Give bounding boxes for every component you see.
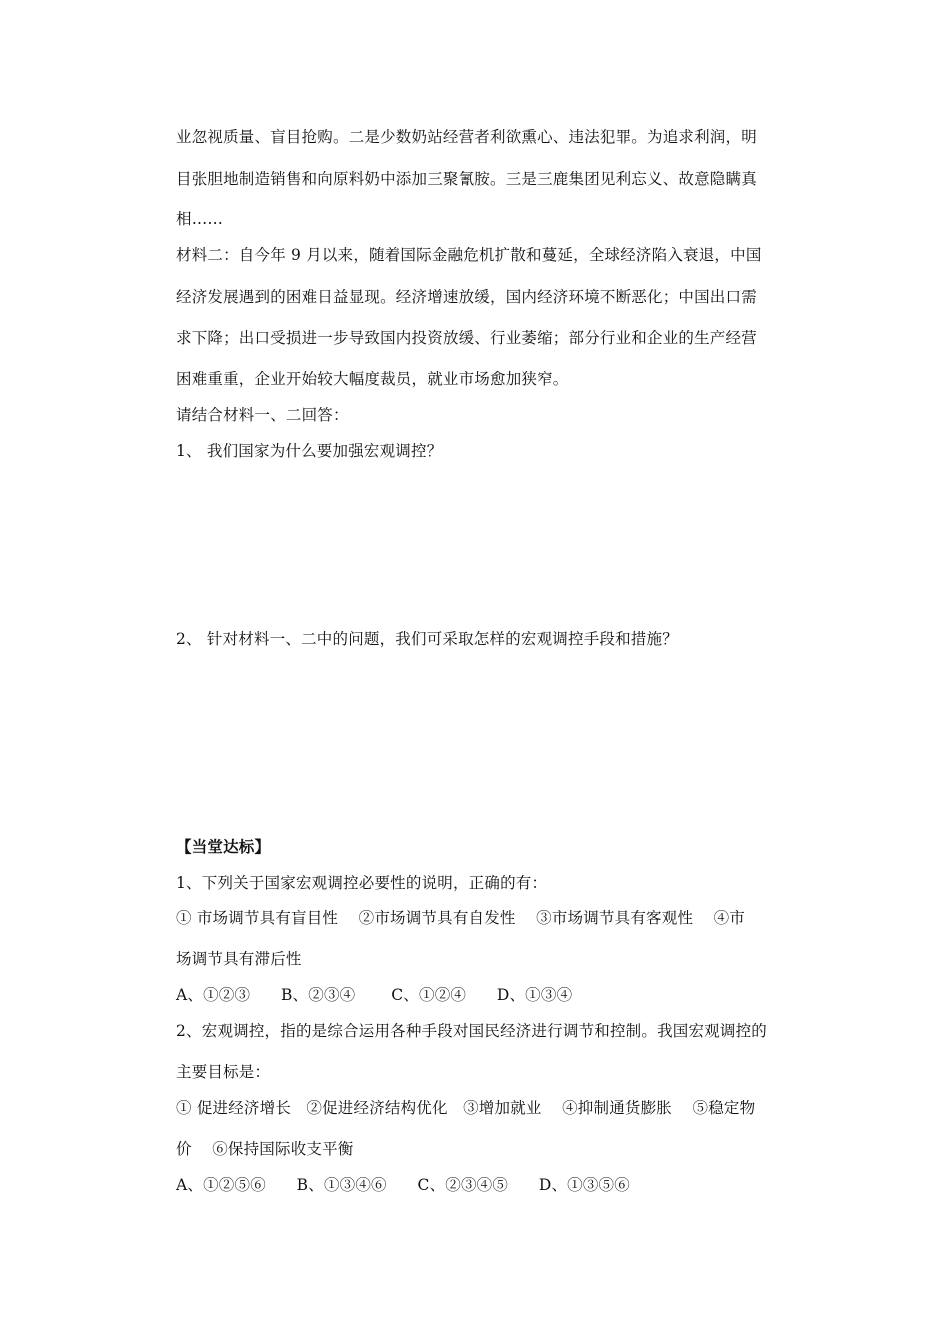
mc2-options: 价 ⑥保持国际收支平衡 [176, 1140, 354, 1158]
mc2-stem: 2、宏观调控，指的是综合运用各种手段对国民经济进行调节和控制。我国宏观调控的 [176, 1022, 767, 1040]
material-two-line: 求下降；出口受损进一步导致国内投资放缓、行业萎缩；部分行业和企业的生产经营 [176, 329, 757, 347]
question-2: 2、 针对材料一、二中的问题，我们可采取怎样的宏观调控手段和措施？ [176, 630, 678, 648]
mc1-answer-choices: A、①②③ B、②③④ C、①②④ D、①③④ [176, 986, 573, 1004]
question-1: 1、 我们国家为什么要加强宏观调控？ [176, 442, 443, 460]
material-one-line: 业忽视质量、盲目抢购。二是少数奶站经营者利欲熏心、违法犯罪。为追求利润，明 [176, 128, 757, 146]
mc1-options: ① 市场调节具有盲目性 ②市场调节具有自发性 ③市场调节具有客观性 ④市 [176, 909, 746, 927]
material-one-line: 目张胆地制造销售和向原料奶中添加三聚氰胺。三是三鹿集团见利忘义、故意隐瞒真 [176, 170, 757, 188]
mc2-answer-choices: A、①②⑤⑥ B、①③④⑥ C、②③④⑤ D、①③⑤⑥ [176, 1176, 630, 1194]
material-two-line: 材料二：自今年 9 月以来，随着国际金融危机扩散和蔓延，全球经济陷入衰退，中国 [176, 246, 762, 264]
section-title: 【当堂达标】 [176, 837, 271, 856]
answer-prompt: 请结合材料一、二回答： [176, 406, 349, 424]
material-two-line: 经济发展遇到的困难日益显现。经济增速放缓，国内经济环境不断恶化；中国出口需 [176, 288, 757, 306]
material-two-line: 困难重重，企业开始较大幅度裁员，就业市场愈加狭窄。 [176, 370, 569, 388]
mc2-options: ① 促进经济增长 ②促进经济结构优化 ③增加就业 ④抑制通货膨胀 ⑤稳定物 [176, 1099, 756, 1117]
mc2-stem: 主要目标是： [176, 1063, 271, 1081]
material-one-line: 相…… [176, 210, 224, 228]
mc1-options: 场调节具有滞后性 [176, 950, 302, 968]
mc1-stem: 1、下列关于国家宏观调控必要性的说明，正确的有： [176, 874, 548, 892]
